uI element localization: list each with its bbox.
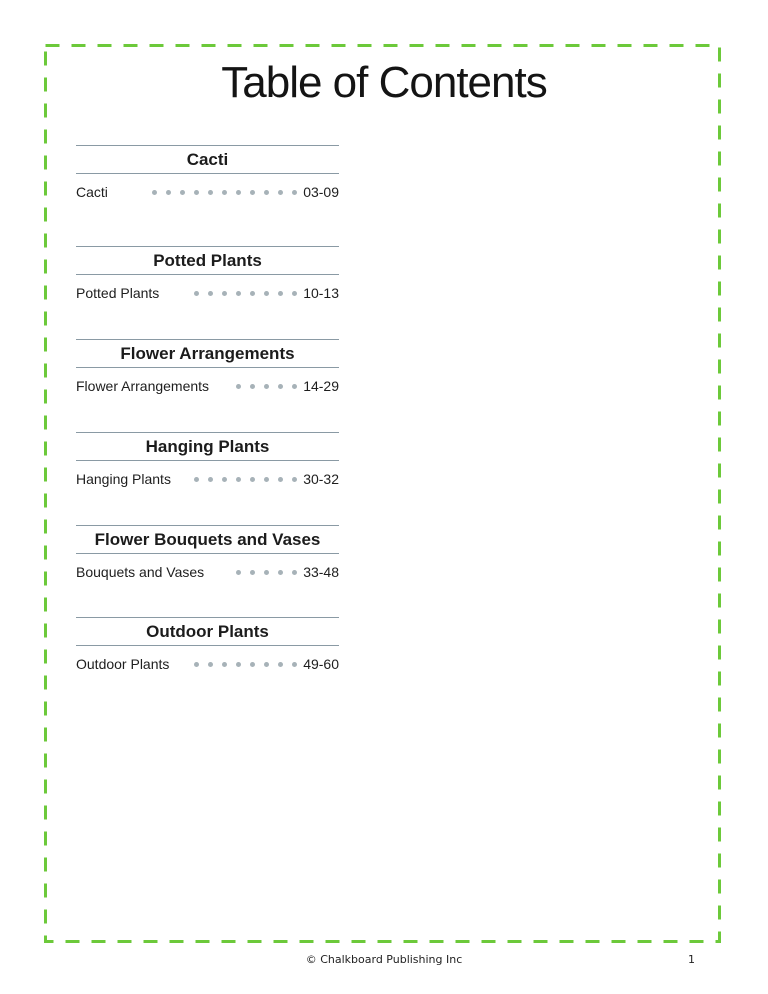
- section-heading: Flower Arrangements: [76, 339, 339, 368]
- leader-dot: [222, 662, 227, 667]
- toc-entry[interactable]: [76, 655, 339, 673]
- leader-dot: [194, 190, 199, 195]
- leader-dot: [236, 477, 241, 482]
- section-heading: Cacti: [76, 145, 339, 174]
- page-title: Table of Contents: [221, 58, 547, 107]
- leader-dot: [194, 291, 199, 296]
- leader-dot: [264, 570, 269, 575]
- dot-leader: [210, 570, 297, 575]
- toc-section: [76, 246, 339, 302]
- leader-dot: [264, 384, 269, 389]
- leader-dot: [278, 477, 283, 482]
- leader-dot: [264, 190, 269, 195]
- leader-dot: [278, 570, 283, 575]
- leader-dot: [236, 662, 241, 667]
- leader-dot: [250, 384, 255, 389]
- leader-dot: [250, 477, 255, 482]
- leader-dot: [278, 384, 283, 389]
- entry-pages: 14-29: [303, 378, 339, 394]
- leader-dot: [250, 291, 255, 296]
- leader-dot: [180, 190, 185, 195]
- dot-leader: [175, 662, 297, 667]
- entry-label: Cacti: [76, 184, 108, 200]
- leader-dot: [236, 291, 241, 296]
- footer-copyright: © Chalkboard Publishing Inc: [305, 953, 463, 966]
- leader-dot: [292, 291, 297, 296]
- entry-pages: 30-32: [303, 471, 339, 487]
- entry-label: Bouquets and Vases: [76, 564, 205, 580]
- entry-label: Hanging Plants: [76, 471, 171, 487]
- leader-dot: [278, 291, 283, 296]
- entry-label: Potted Plants: [76, 285, 160, 301]
- leader-dot: [208, 662, 213, 667]
- leader-dot: [194, 662, 199, 667]
- section-heading: Potted Plants: [76, 246, 339, 275]
- leader-dot: [292, 190, 297, 195]
- leader-dot: [264, 477, 269, 482]
- entry-pages: 10-13: [303, 285, 339, 301]
- section-heading: Hanging Plants: [76, 432, 339, 461]
- dot-leader: [215, 384, 297, 389]
- entry-pages: 03-09: [303, 184, 339, 200]
- leader-dot: [222, 190, 227, 195]
- dot-leader: [165, 291, 297, 296]
- leader-dot: [236, 190, 241, 195]
- leader-dot: [278, 190, 283, 195]
- toc-section: [76, 525, 339, 581]
- toc-section: [76, 339, 339, 395]
- leader-dot: [292, 384, 297, 389]
- leader-dot: [222, 291, 227, 296]
- toc-section: [76, 145, 339, 201]
- toc-entry[interactable]: [76, 563, 339, 581]
- table-of-contents: [76, 145, 339, 673]
- leader-dot: [166, 190, 171, 195]
- entry-label: Flower Arrangements: [76, 378, 210, 394]
- toc-entry[interactable]: [76, 183, 339, 201]
- leader-dot: [194, 477, 199, 482]
- toc-entry[interactable]: [76, 377, 339, 395]
- entry-pages: 33-48: [303, 564, 339, 580]
- leader-dot: [236, 570, 241, 575]
- page-number: 1: [688, 953, 695, 966]
- section-heading: Flower Bouquets and Vases: [76, 525, 339, 554]
- section-heading: Outdoor Plants: [76, 617, 339, 646]
- leader-dot: [250, 662, 255, 667]
- leader-dot: [208, 477, 213, 482]
- leader-dot: [264, 291, 269, 296]
- leader-dot: [208, 291, 213, 296]
- leader-dot: [152, 190, 157, 195]
- dot-leader: [177, 477, 297, 482]
- toc-section: [76, 432, 339, 488]
- leader-dot: [222, 477, 227, 482]
- leader-dot: [264, 662, 269, 667]
- leader-dot: [236, 384, 241, 389]
- leader-dot: [250, 570, 255, 575]
- entry-pages: 49-60: [303, 656, 339, 672]
- toc-entry[interactable]: [76, 284, 339, 302]
- leader-dot: [278, 662, 283, 667]
- dot-leader: [114, 190, 297, 195]
- toc-entry[interactable]: [76, 470, 339, 488]
- leader-dot: [208, 190, 213, 195]
- leader-dot: [292, 570, 297, 575]
- leader-dot: [292, 662, 297, 667]
- entry-label: Outdoor Plants: [76, 656, 170, 672]
- leader-dot: [292, 477, 297, 482]
- toc-section: [76, 617, 339, 673]
- leader-dot: [250, 190, 255, 195]
